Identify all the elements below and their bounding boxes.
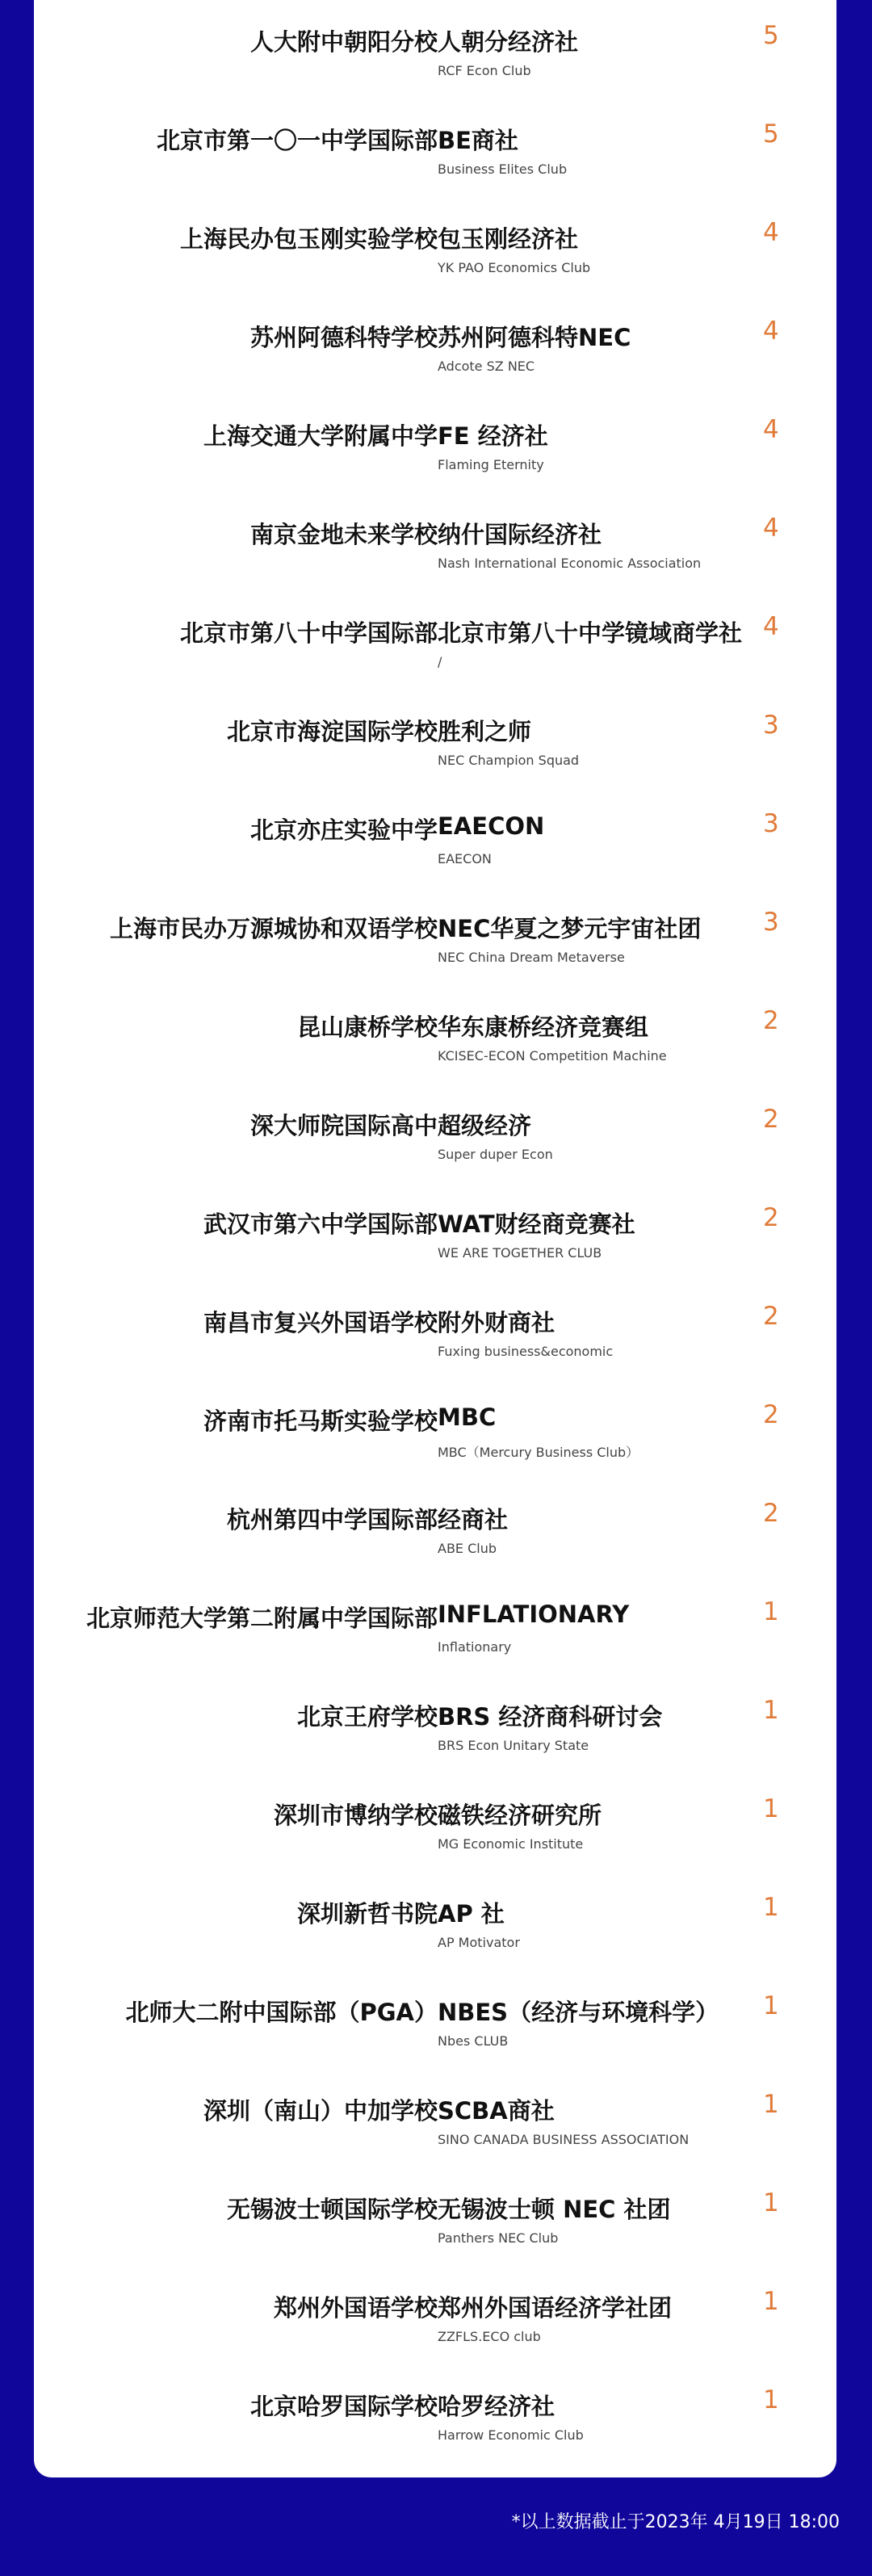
club-name-en: KCISEC-ECON Competition Machine	[438, 1048, 667, 1064]
table-row	[34, 985, 836, 1084]
club-name-en: Inflationary	[438, 1639, 512, 1655]
table-row	[34, 394, 836, 493]
school-name: 南昌市复兴外国语学校	[203, 1309, 438, 1336]
count-value: 1	[763, 2188, 779, 2217]
count-value: 2	[763, 1105, 779, 1134]
school-name: 北京哈罗国际学校	[249, 2393, 438, 2420]
count-value: 3	[763, 908, 779, 937]
club-name-cn: 附外财商社	[438, 1309, 555, 1336]
table-row	[34, 1478, 836, 1576]
club-name-cn: 郑州外国语经济学社团	[438, 2294, 673, 2322]
club-name-en: EAECON	[438, 851, 492, 866]
school-name: 深圳新哲书院	[296, 1900, 438, 1928]
table-row	[34, 1970, 836, 2069]
count-value: 1	[763, 1991, 779, 2020]
count-value: 5	[763, 120, 779, 149]
school-name: 深圳（南山）中加学校	[203, 2097, 438, 2125]
table-row	[34, 1576, 836, 1675]
count-value: 4	[763, 317, 779, 346]
count-value: 1	[763, 1696, 779, 1725]
club-name-en: Harrow Economic Club	[438, 2427, 584, 2443]
club-name-cn: EAECON	[438, 812, 545, 840]
club-name-cn: 无锡波士顿 NEC 社团	[438, 2196, 671, 2223]
club-name-cn: INFLATIONARY	[438, 1601, 630, 1628]
count-value: 1	[763, 1794, 779, 1823]
club-name-en: MG Economic Institute	[438, 1836, 584, 1852]
table-row	[34, 197, 836, 296]
school-name: 上海交通大学附属中学	[203, 422, 438, 450]
club-name-en: AP Motivator	[438, 1935, 520, 1950]
table-row	[34, 788, 836, 887]
table-row	[34, 296, 836, 394]
school-name: 上海民办包玉刚实验学校	[179, 225, 438, 253]
club-name-cn: BRS 经济商科研讨会	[438, 1703, 663, 1731]
club-name-cn: NBES（经济与环境科学）	[438, 1999, 719, 2026]
table-row	[34, 1281, 836, 1379]
table-row	[34, 2266, 836, 2364]
club-name-cn: BE商社	[438, 127, 518, 154]
school-name: 深圳市博纳学校	[273, 1802, 438, 1829]
club-name-en: RCF Econ Club	[438, 63, 531, 78]
count-value: 5	[763, 21, 779, 50]
table-row	[34, 493, 836, 591]
club-name-cn: 北京市第八十中学镜域商学社	[438, 619, 743, 647]
club-name-en: /	[438, 654, 442, 669]
school-name: 北师大二附中国际部（PGA）	[125, 1999, 438, 2026]
data-cutoff-note: *以上数据截止于2023年 4月19日 18:00	[511, 2512, 840, 2532]
table-row	[34, 1675, 836, 1773]
school-name: 济南市托马斯实验学校	[203, 1408, 438, 1435]
table-row	[34, 1379, 836, 1478]
table-row	[34, 690, 836, 788]
table-row	[34, 887, 836, 985]
table-row	[34, 2069, 836, 2167]
count-value: 4	[763, 415, 779, 444]
club-name-cn: NEC华夏之梦元宇宙社团	[438, 915, 702, 942]
club-name-en: Super duper Econ	[438, 1147, 553, 1162]
club-name-en: MBC（Mercury Business Club）	[438, 1445, 639, 1460]
count-value: 2	[763, 1203, 779, 1232]
club-name-en: YK PAO Economics Club	[438, 260, 591, 275]
school-name: 北京市第一〇一中学国际部	[156, 127, 438, 154]
school-name: 北京师范大学第二附属中学国际部	[86, 1605, 438, 1632]
club-name-cn: SCBA商社	[438, 2097, 555, 2125]
school-name: 武汉市第六中学国际部	[203, 1210, 438, 1238]
count-value: 2	[763, 1006, 779, 1035]
table-row	[34, 1182, 836, 1281]
count-value: 4	[763, 514, 779, 543]
school-name: 苏州阿德科特学校	[249, 324, 438, 351]
club-name-en: NEC Champion Squad	[438, 753, 580, 768]
school-name: 北京王府学校	[296, 1703, 438, 1731]
club-name-cn: WAT财经商竞赛社	[438, 1210, 635, 1238]
club-name-en: Flaming Eternity	[438, 457, 544, 472]
count-value: 1	[763, 1893, 779, 1922]
club-name-en: Nash International Economic Association	[438, 556, 702, 571]
table-row	[34, 1872, 836, 1970]
count-value: 1	[763, 2385, 779, 2414]
count-value: 4	[763, 218, 779, 247]
count-value: 2	[763, 1400, 779, 1429]
club-name-cn: 人朝分经济社	[438, 28, 579, 56]
table-row	[34, 1773, 836, 1872]
club-name-cn: AP 社	[438, 1900, 505, 1928]
table-row	[34, 591, 836, 690]
school-name: 昆山康桥学校	[296, 1013, 438, 1041]
school-name: 北京市第八十中学国际部	[179, 619, 438, 647]
club-name-en: BRS Econ Unitary State	[438, 1738, 589, 1753]
school-name: 郑州外国语学校	[273, 2294, 438, 2322]
school-name: 人大附中朝阳分校	[249, 28, 438, 56]
count-value: 3	[763, 809, 779, 838]
count-value: 1	[763, 2090, 779, 2119]
club-name-cn: 哈罗经济社	[438, 2393, 555, 2420]
club-name-cn: 经商社	[438, 1506, 509, 1533]
club-name-cn: MBC	[438, 1403, 497, 1431]
count-value: 2	[763, 1302, 779, 1331]
club-name-en: ABE Club	[438, 1541, 497, 1556]
club-name-cn: 苏州阿德科特NEC	[438, 324, 631, 351]
school-name: 上海市民办万源城协和双语学校	[109, 915, 438, 942]
table-row	[34, 1084, 836, 1182]
school-name: 南京金地未来学校	[249, 521, 438, 548]
club-name-cn: 纳什国际经济社	[438, 521, 602, 548]
club-name-cn: 胜利之师	[438, 718, 532, 745]
table-row	[34, 0, 836, 99]
club-name-en: Fuxing business&economic	[438, 1344, 614, 1359]
school-name: 北京市海淀国际学校	[226, 718, 438, 745]
club-name-cn: 包玉刚经济社	[438, 225, 579, 253]
table-row	[34, 2364, 836, 2463]
school-name: 杭州第四中学国际部	[226, 1506, 438, 1533]
club-name-en: Nbes CLUB	[438, 2033, 509, 2049]
count-value: 3	[763, 711, 779, 740]
club-name-cn: 超级经济	[438, 1112, 532, 1139]
club-name-cn: FE 经济社	[438, 422, 548, 450]
club-name-en: ZZFLS.ECO club	[438, 2329, 541, 2344]
ranking-card	[34, 0, 836, 2477]
school-name: 深大师院国际高中	[249, 1112, 438, 1139]
club-name-en: WE ARE TOGETHER CLUB	[438, 1245, 602, 1261]
school-name: 北京亦庄实验中学	[249, 816, 438, 844]
club-name-en: Adcote SZ NEC	[438, 359, 535, 374]
school-name: 无锡波士顿国际学校	[226, 2196, 438, 2223]
club-name-en: Panthers NEC Club	[438, 2230, 559, 2246]
count-value: 1	[763, 2287, 779, 2316]
club-name-en: NEC China Dream Metaverse	[438, 950, 625, 965]
count-value: 1	[763, 1597, 779, 1626]
count-value: 4	[763, 612, 779, 641]
club-name-cn: 华东康桥经济竞赛组	[438, 1013, 649, 1041]
count-value: 2	[763, 1499, 779, 1528]
table-row	[34, 2167, 836, 2266]
club-name-en: Business Elites Club	[438, 162, 568, 177]
club-name-cn: 磁铁经济研究所	[438, 1802, 602, 1829]
table-row	[34, 99, 836, 197]
club-name-en: SINO CANADA BUSINESS ASSOCIATION	[438, 2132, 690, 2147]
